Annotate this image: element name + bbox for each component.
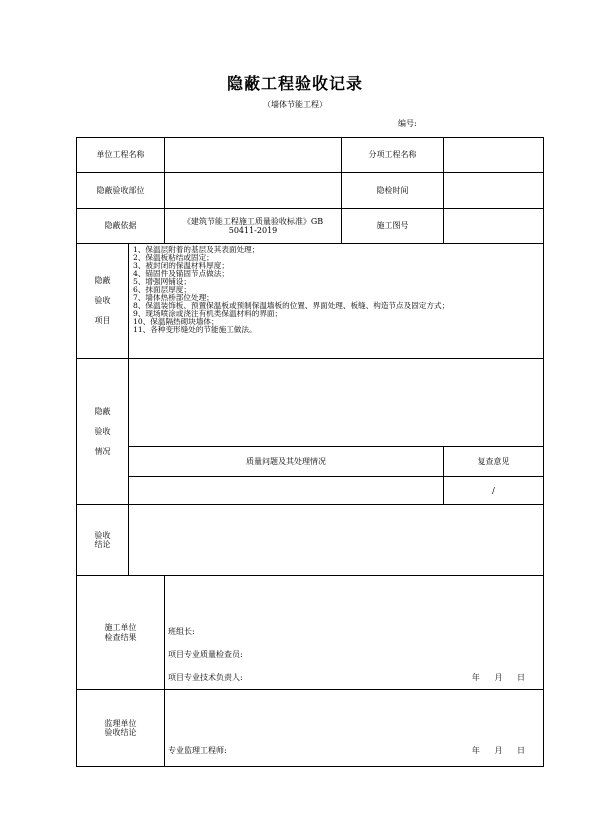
construction-unit-label	[77, 576, 165, 690]
serial-number-label: 编号:	[398, 119, 417, 128]
document-title: 隐蔽工程验收记录	[226, 74, 363, 93]
inspection-time-label: 隐检时间	[342, 173, 444, 209]
supervision-signature-area[interactable]	[165, 690, 544, 767]
review-opinion-header: 复查意见	[444, 447, 544, 477]
list-item: 11、各种变形缝处的节能施工做法。	[133, 325, 257, 335]
items-label-line-2: 验收	[94, 296, 111, 305]
construction-label-line-2: 检查结果	[104, 632, 137, 642]
items-label-line-3: 项目	[94, 316, 111, 325]
conclusion-label-line-2: 结论	[94, 540, 111, 549]
row-supervision	[77, 690, 544, 767]
review-opinion-value[interactable]: /	[444, 477, 544, 505]
team-leader-label: 班组长:	[168, 627, 195, 636]
list-item: 8、保温装饰板、预置保温板或预制保温墙板的位置、界面处理、板缝、构造节点及固定方式；	[133, 301, 450, 311]
list-item: 10、保温隔热砌块墙体；	[133, 317, 219, 327]
construction-label-line-1: 施工单位	[104, 623, 137, 633]
supervision-engineer-label: 专业监理工程师:	[168, 746, 227, 755]
quality-inspector-label: 项目专业质量检查员:	[168, 650, 243, 659]
conclusion-label-line-1: 验收	[94, 530, 111, 540]
list-item: 2、保温板粘结或固定；	[133, 253, 214, 263]
drawing-number-label: 施工图号	[342, 209, 444, 244]
quality-issues-field[interactable]	[129, 477, 444, 505]
list-item: 3、被封闭的保温材料厚度；	[133, 261, 229, 271]
row-quality-header	[77, 447, 544, 477]
technical-director-label: 项目专业技术负责人:	[168, 673, 243, 682]
list-item: 1、保温层附着的基层及其表面处理；	[133, 245, 260, 254]
construction-date	[460, 673, 525, 682]
row-basis	[77, 209, 544, 244]
supervision-label-line-1: 监理单位	[104, 718, 137, 728]
conclusion-label	[77, 505, 129, 576]
drawing-number-field[interactable]	[444, 209, 544, 244]
list-item: 7、墙体热桥部位处理；	[133, 293, 214, 303]
date-month-label: 月	[494, 673, 503, 682]
hidden-part-label: 隐蔽验收部位	[77, 173, 165, 209]
basis-value-line-1: 《建筑节能工程施工质量验收标准》GB	[182, 216, 324, 226]
row-quality-values	[77, 477, 544, 505]
unit-project-field[interactable]	[165, 138, 342, 173]
basis-label: 隐蔽依据	[77, 209, 165, 244]
situation-label-line-1: 隐蔽	[94, 406, 111, 416]
list-item: 9、现场喷涂或浇注有机类保温材料的界面；	[133, 309, 283, 319]
list-item: 6、抹面层厚度；	[133, 285, 191, 295]
date-day-label: 日	[517, 746, 525, 755]
construction-signature-area[interactable]	[165, 576, 544, 690]
list-item: 4、锚固件及锚固节点做法；	[133, 269, 229, 279]
unit-project-label: 单位工程名称	[77, 138, 165, 173]
inspection-items-label	[77, 244, 129, 359]
date-year-label: 年	[471, 746, 480, 755]
items-label-line-1: 隐蔽	[94, 276, 111, 285]
situation-label-line-2: 验收	[94, 426, 111, 436]
row-inspection-items	[77, 244, 544, 359]
inspection-time-field[interactable]	[444, 173, 544, 209]
supervision-unit-label	[77, 690, 165, 767]
row-conclusion	[77, 505, 544, 576]
situation-field[interactable]	[129, 359, 544, 447]
row-situation	[77, 359, 544, 447]
basis-value-line-2: 50411-2019	[228, 226, 278, 235]
basis-value[interactable]	[165, 209, 342, 244]
situation-label-line-3: 情况	[94, 446, 111, 456]
sub-project-label: 分项工程名称	[342, 138, 444, 173]
date-month-label: 月	[494, 746, 503, 755]
row-construction-check	[77, 576, 544, 690]
date-day-label: 日	[517, 673, 525, 682]
inspection-items-list	[129, 244, 544, 359]
sub-project-field[interactable]	[444, 138, 544, 173]
hidden-part-field[interactable]	[165, 173, 342, 209]
situation-label	[77, 359, 129, 505]
supervision-date	[460, 746, 525, 755]
acceptance-record-table	[76, 137, 544, 767]
row-hidden-part	[77, 173, 544, 209]
supervision-label-line-2: 验收结论	[104, 728, 137, 737]
list-item: 5、增强网铺设；	[133, 277, 191, 287]
quality-issues-header: 质量问题及其处理情况	[129, 447, 444, 477]
row-unit-project	[77, 138, 544, 173]
date-year-label: 年	[471, 673, 480, 682]
document-subtitle: （墙体节能工程）	[263, 100, 327, 109]
conclusion-field[interactable]	[129, 505, 544, 576]
